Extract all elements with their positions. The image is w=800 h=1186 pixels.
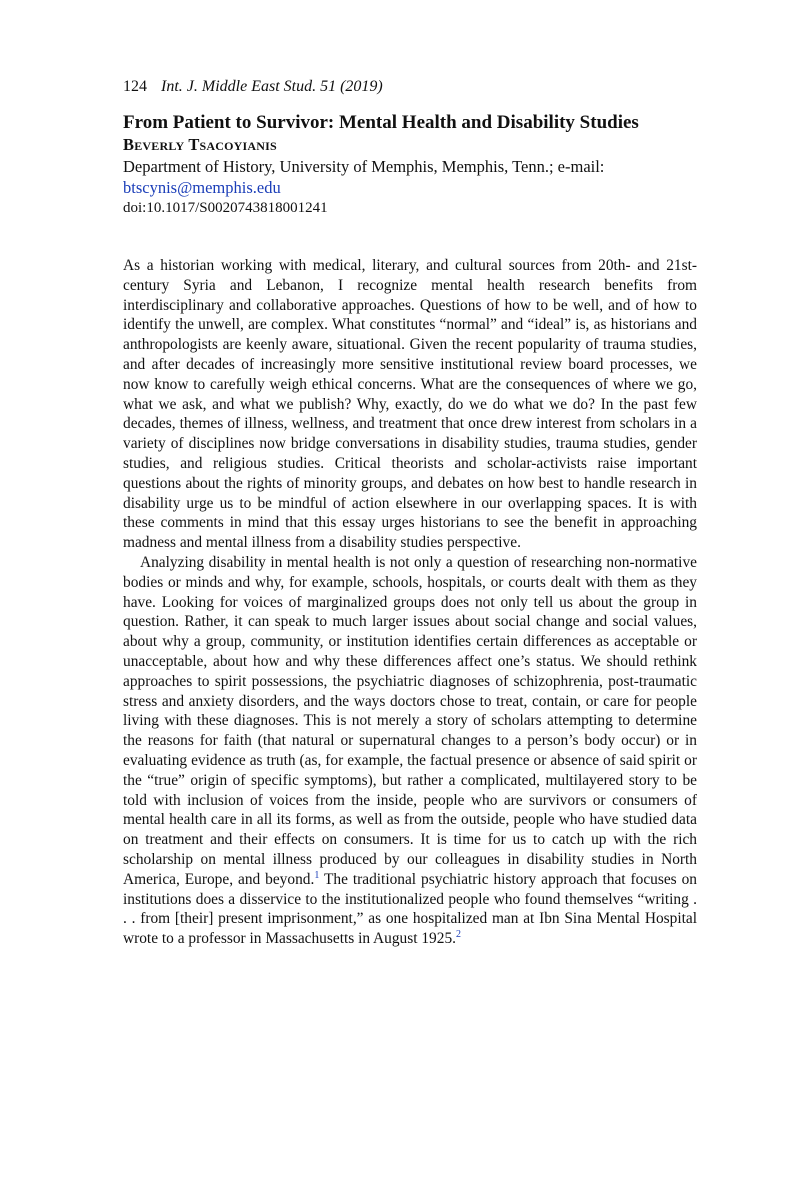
footnote-link-1[interactable]: 1 xyxy=(314,869,320,881)
page-number: 124 xyxy=(123,78,147,95)
article-title: From Patient to Survivor: Mental Health and Disability Studies xyxy=(123,112,639,133)
footnote-link-2[interactable]: 2 xyxy=(456,928,461,940)
running-head xyxy=(123,76,697,98)
paragraph-2-text-b: The traditional psychiatric history approach that focuses on institutions does a disservice to the institutionalized people who found themselves “writing . . . from [their] present imprisonment,” as one hospitalized man at Ibn Sina Mental Hospital wrote to a professor in Massachusetts in August 1925. xyxy=(123,870,698,948)
paragraph-2 xyxy=(123,553,697,949)
affiliation-text: Department of History, University of Memphis, Memphis, Tenn.; e-mail: xyxy=(123,157,605,176)
paragraph-2-text-a: Analyzing disability in mental health is not only a question of researching non-normative bodies or minds and why, for example, schools, hospitals, or courts dealt with them as they have. Looking for voices of marginalized groups does not only tell us about the group in question. Rather, it can speak to much larger issues about social change and social values, about why a group, community, or institution identifies certain differences as acceptable or unacceptable, about how and why these differences affect one’s status. We should rethink approaches to spirit possessions, the psychiatric diagnoses of schizophrenia, post-traumatic stress and anxiety disorders, and the ways doctors chose to treat, contain, or care for people living with these diagnoses. This is not merely a story of scholars attempting to determine the reasons for faith (that natural or supernatural changes to a person’s body occur) or in evaluating evidence as truth (as, for example, the factual presence or absence of said spirit or the “true” origin of specific symptoms), but rather a complicated, multilayered story to be told with inclusion of voices from the inside, people who are survivors or consumers of mental health care in all its forms, as well as from the outside, people who have studied data on treatment and their effects on consumers. It is time for us to catch up with the rich scholarship on mental illness produced by our colleagues in disability studies in North America, Europe, and beyond. xyxy=(123,553,697,888)
author-name: Beverly Tsacoyianis xyxy=(123,135,277,154)
email-link[interactable]: btscynis@memphis.edu xyxy=(123,178,281,197)
affiliation xyxy=(123,156,697,198)
doi: doi:10.1017/S0020743818001241 xyxy=(123,200,328,216)
paragraph-1: As a historian working with medical, literary, and cultural sources from 20th- and 21st-century Syria and Lebanon, I recognize mental health research benefits from interdisciplinary and collaborative approaches. Questions of how to be well, and of how to identify the unwell, are complex. What constitutes “normal” and “ideal” is, as historians and anthropologists are keenly aware, situational. Given the recent popularity of trauma studies, and after decades of increasingly more sensitive institutional review board processes, we now know to carefully weigh ethical concerns. What are the consequences of where we go, what we ask, and what we publish? Why, exactly, do we do what we do? In the past few decades, themes of illness, wellness, and treatment that once drew interest from scholars in a variety of disciplines now bridge conversations in disability studies, trauma studies, gender studies, and religious studies. Critical theorists and scholar-activists raise important questions about the rights of minority groups, and debates on how best to handle research in disability urge us to be mindful of action elsewhere in our overlapping spaces. It is with these comments in mind that this essay urges historians to see the benefit in approaching madness and mental illness from a disability studies perspective. xyxy=(123,257,697,552)
journal-citation: Int. J. Middle East Stud. 51 (2019) xyxy=(161,78,383,95)
article-body xyxy=(123,256,697,949)
page xyxy=(123,76,697,949)
